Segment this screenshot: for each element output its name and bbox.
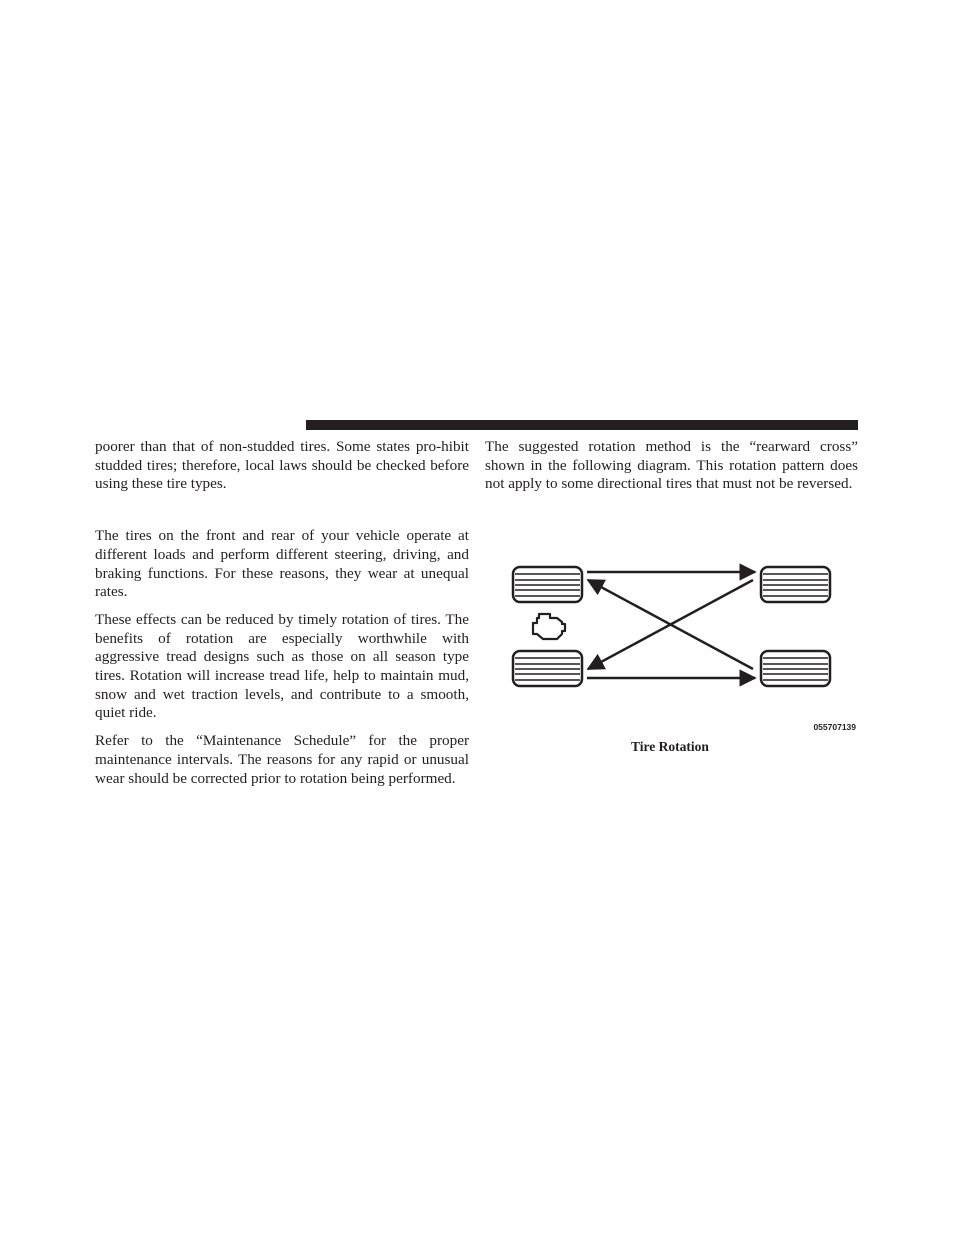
front-left-tire-icon [513, 567, 582, 602]
rotation-method-paragraph: The suggested rotation method is the “rearward cross” shown in the following diagram. This rotation pattern does not apply to some directional tires that must not be reversed. [485, 438, 858, 493]
rotation-benefits-paragraph: These effects can be reduced by timely rotation of tires. The benefits of rotation are especially worthwhile with aggressive tread designs such as those on all season type tires. Rotation will increase tread life, help to maintain mud, snow and wet traction levels, and contribute to a smooth, quiet ride. [95, 610, 469, 722]
tire-wear-paragraph: The tires on the front and rear of your vehicle operate at different loads and perform different steering, driving, and braking functions. For these reasons, they wear at unequal rates. [95, 527, 469, 601]
right-text-column [485, 438, 858, 494]
section-header-bar [306, 420, 858, 430]
rear-right-tire-icon [761, 651, 830, 686]
engine-icon [533, 614, 565, 639]
tire-rotation-diagram [505, 555, 860, 740]
front-right-tire-icon [761, 567, 830, 602]
figure-caption: Tire Rotation [631, 739, 709, 754]
figure-code: 055707139 [813, 722, 856, 732]
maintenance-schedule-paragraph: Refer to the “Maintenance Schedule” for the proper maintenance intervals. The reasons for any rapid or unusual wear should be corrected prior to rotation being performed. [95, 732, 469, 787]
rear-left-tire-icon [513, 651, 582, 686]
left-text-column [95, 438, 469, 788]
studded-tires-paragraph: poorer than that of non-studded tires. Some states pro-hibit studded tires; therefore, local laws should be checked before using these tire types. [95, 438, 469, 493]
